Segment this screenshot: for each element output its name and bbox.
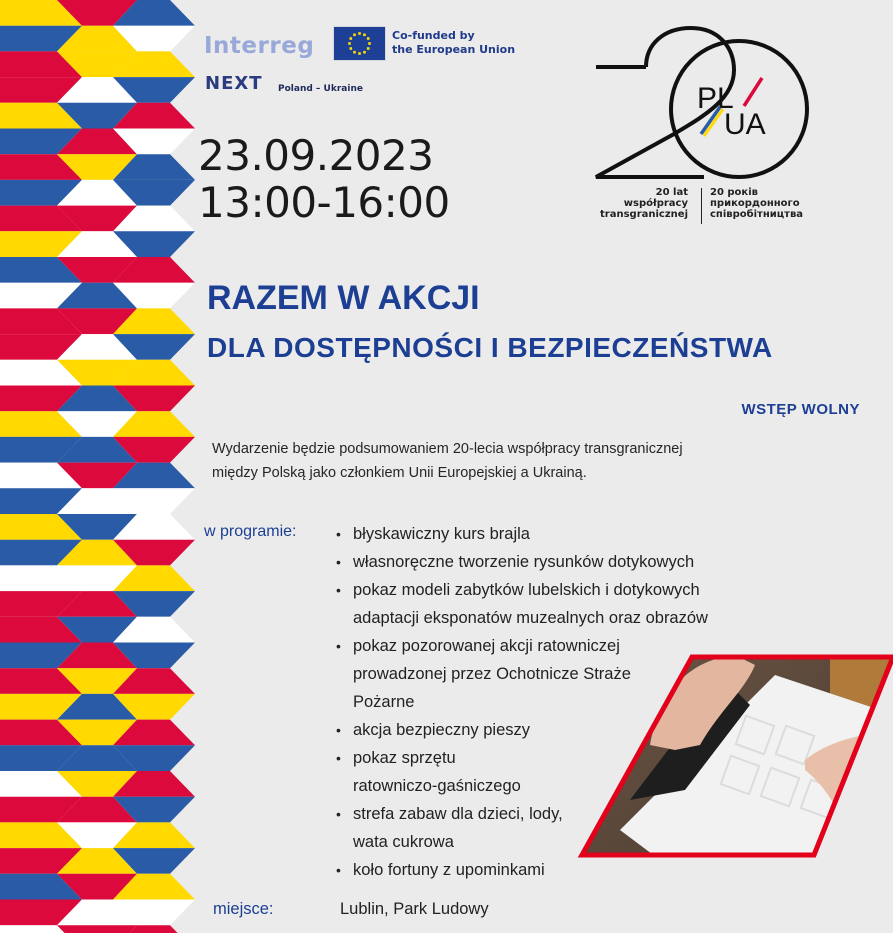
interreg-next-logo: NEXT (205, 73, 263, 94)
caption-ua-line1: 20 років (710, 187, 758, 198)
place-label: miejsce: (213, 900, 274, 918)
program-item-line: adaptacji eksponatów muzealnych oraz obrazów (353, 609, 708, 627)
bullet-icon: • (336, 526, 341, 542)
event-time: 13:00-16:00 (198, 178, 450, 227)
interreg-logo-reg: reg (269, 33, 315, 59)
interreg-logo-inter: Inter (204, 33, 270, 59)
bullet-icon: • (336, 750, 341, 766)
logo-caption-divider (701, 188, 702, 224)
bullet-icon: • (336, 722, 341, 738)
bullet-icon: • (336, 554, 341, 570)
bullet-icon: • (336, 582, 341, 598)
place-value: Lublin, Park Ludowy (340, 900, 489, 918)
logo-pl-text: PL (697, 82, 734, 115)
bullet-icon: • (336, 638, 341, 654)
program-item-line: wata cukrowa (353, 833, 454, 851)
interreg-logo (204, 33, 314, 59)
admission-badge: WSTĘP WOLNY (741, 401, 860, 418)
event-description (212, 437, 772, 485)
event-subtitle: DLA DOSTĘPNOŚCI I BEZPIECZEŃSTWA (207, 332, 773, 363)
eu-text-line2: the European Union (392, 43, 516, 56)
eu-cofunded-text (392, 29, 515, 57)
logo-caption-ukrainian (710, 187, 820, 220)
20-years-pl-ua-logo (594, 24, 809, 184)
decorative-stripe-pattern (0, 0, 200, 933)
eu-stars-icon (334, 27, 385, 60)
program-item-line: pokaz modeli zabytków lubelskich i dotykowych (353, 581, 700, 599)
tactile-model-photo (560, 650, 893, 865)
caption-pl-line3: transgranicznej (600, 209, 688, 220)
logo-ua-text: UA (724, 108, 766, 141)
program-item-line: własnoręczne tworzenie rysunków dotykowych (353, 553, 695, 571)
description-line2: między Polską jako członkiem Unii Europejskiej a Ukrainą. (212, 465, 587, 481)
programme-name: Poland – Ukraine (278, 84, 363, 94)
event-title: RAZEM W AKCJI (207, 279, 480, 317)
caption-ua-line2: прикордонного (710, 198, 800, 209)
program-item-line: akcja bezpieczny pieszy (353, 721, 531, 739)
program-item-line: strefa zabaw dla dzieci, lody, (353, 805, 563, 823)
program-item-line: pokaz sprzętu (353, 749, 456, 767)
bullet-icon: • (336, 806, 341, 822)
eu-flag-icon (333, 26, 386, 61)
description-line1: Wydarzenie będzie podsumowaniem 20-lecia współpracy transgranicznej (212, 441, 683, 457)
program-item-line: prowadzonej przez Ochotnicze Straże (353, 665, 631, 683)
caption-ua-line3: співробітництва (710, 209, 804, 220)
program-item-line: Pożarne (353, 693, 415, 711)
program-item (336, 520, 776, 548)
event-date: 23.09.2023 (198, 131, 434, 180)
logo-caption-polish (596, 187, 688, 220)
program-label: w programie: (204, 523, 297, 540)
red-slash-icon (744, 78, 762, 106)
program-item-line: ratowniczo-gaśniczego (353, 777, 521, 795)
caption-pl-line1: 20 lat (655, 187, 688, 198)
caption-pl-line2: współpracy (623, 198, 688, 209)
program-item-line: pokaz pozorowanej akcji ratowniczej (353, 637, 620, 655)
eu-text-line1: Co-funded by (392, 29, 475, 42)
program-item-line: błyskawiczny kurs brajla (353, 525, 530, 543)
program-item (336, 576, 776, 632)
bullet-icon: • (336, 862, 341, 878)
program-item (336, 548, 776, 576)
program-item-line: koło fortuny z upominkami (353, 861, 545, 879)
